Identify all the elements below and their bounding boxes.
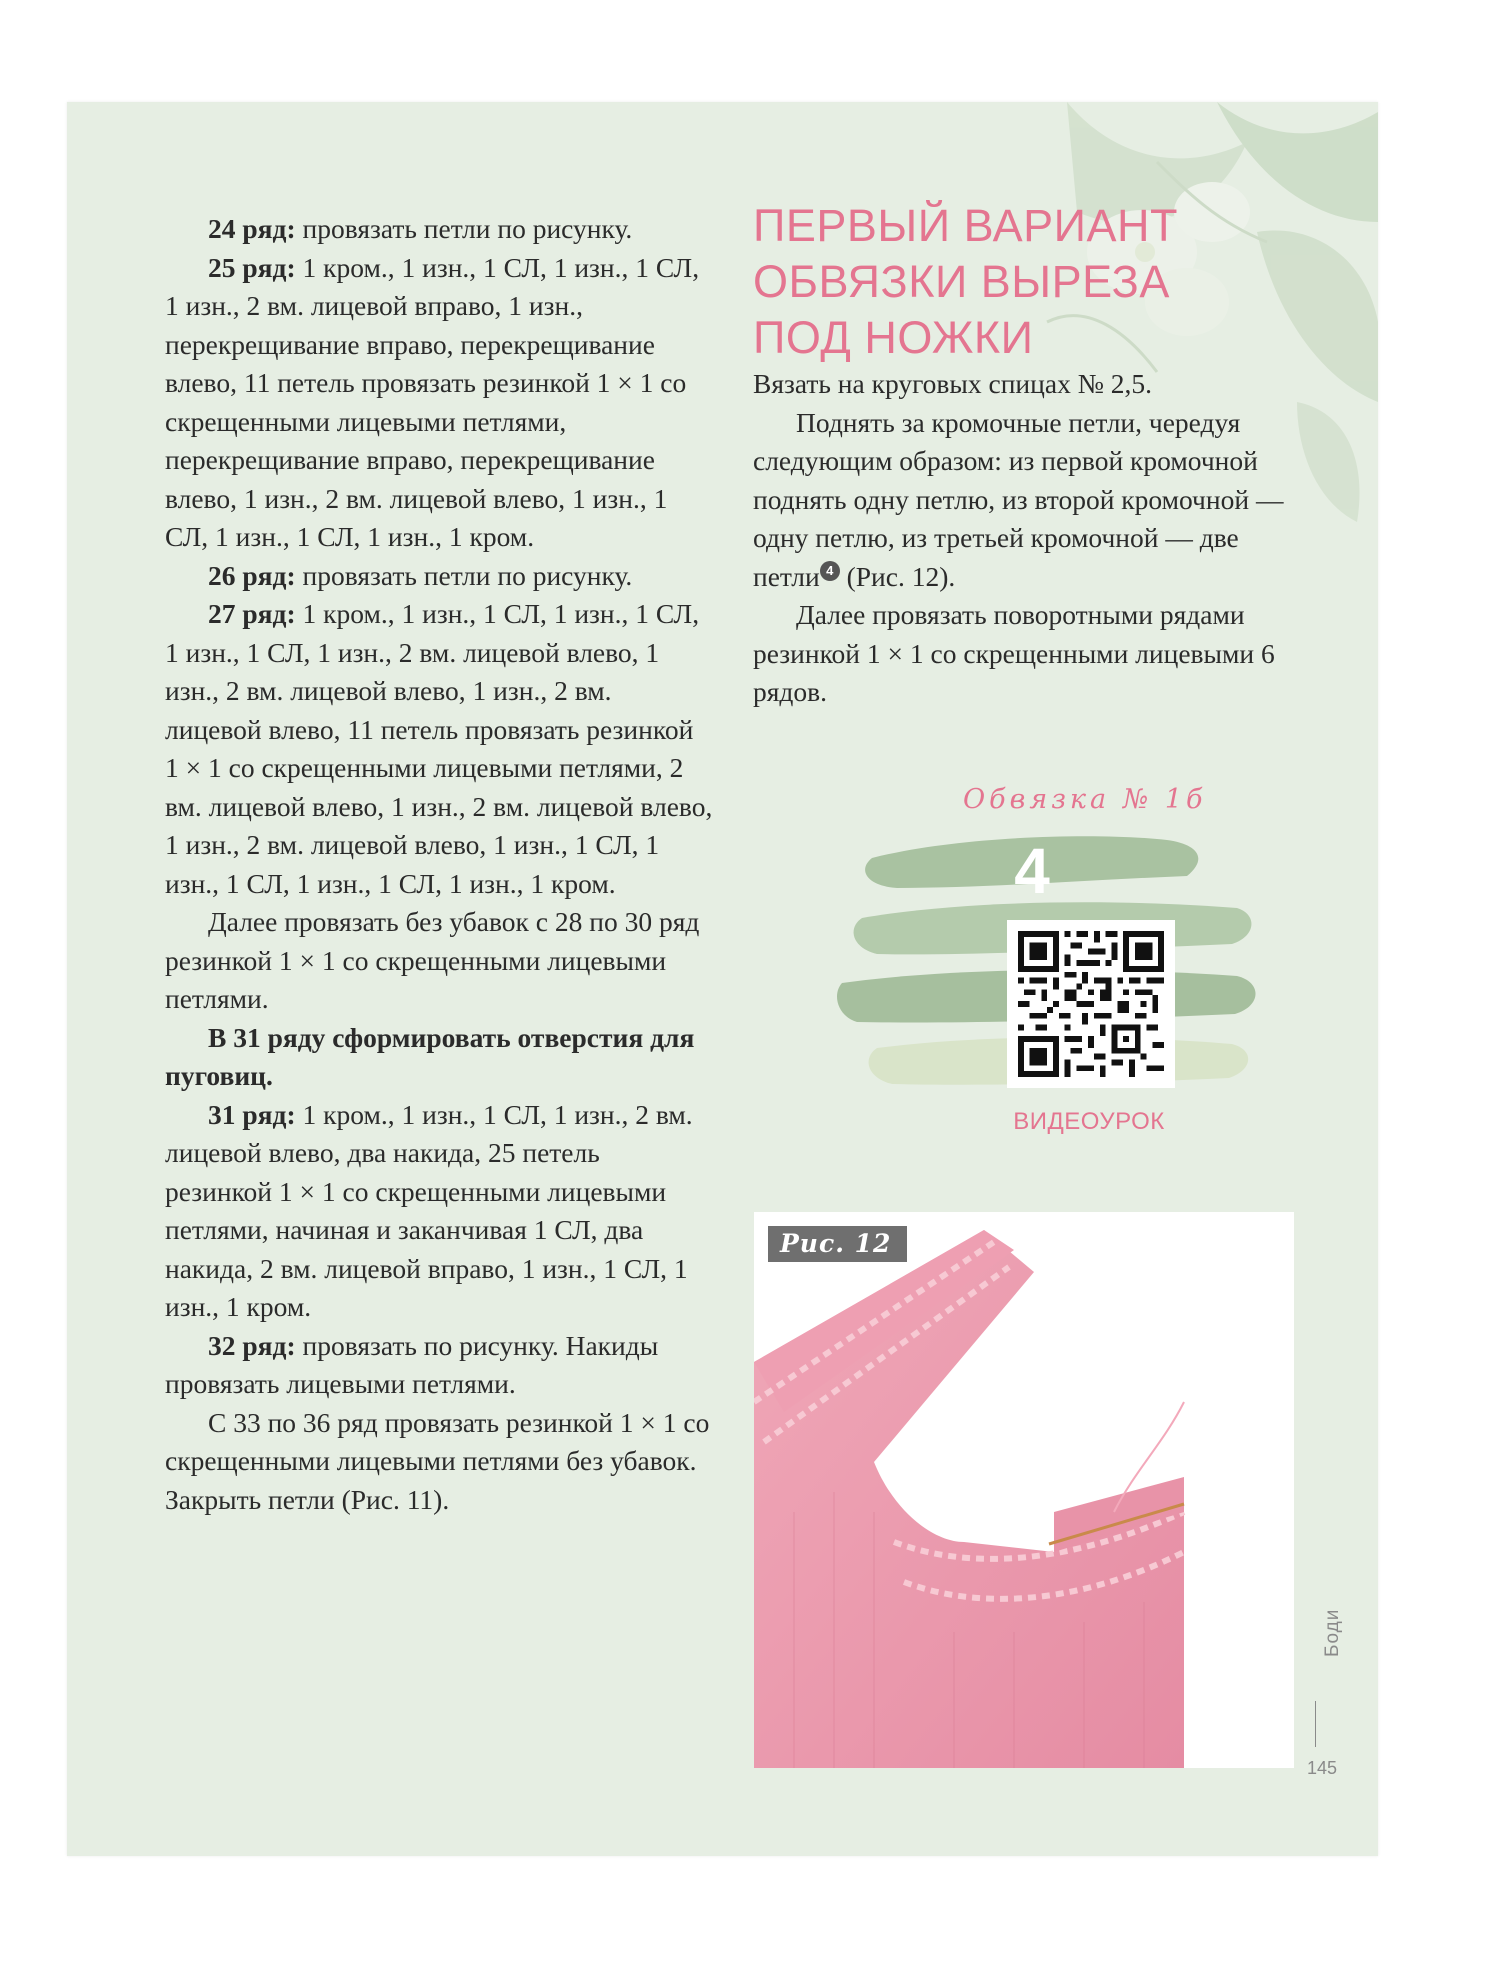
row-27-paragraph: 27 ряд: 1 кром., 1 изн., 1 СЛ, 1 изн., 1 СЛ, 1 изн., 1 СЛ, 1 изн., 2 вм. лицевой влево, 1 изн., 2 вм. лицевой влево, 1 изн., 2 вм. лицевой влево, 11 петель провязать резинкой 1 × 1 со скрещенными лицевыми петлями, 2 вм. лицевой влево, 1 изн., 2 вм. лицевой влево, 1 изн., 2 вм. лицевой влево, 1 изн., 1 СЛ, 1 изн., 1 СЛ, 1 изн., 1 СЛ, 1 изн., 1 кром.: [165, 598, 713, 899]
video-ref-badge: 4: [820, 561, 840, 581]
row-25-paragraph: 25 ряд: 1 кром., 1 изн., 1 СЛ, 1 изн., 1 СЛ, 1 изн., 2 вм. лицевой вправо, 1 изн., перекрещивание вправо, перекрещивание влево, 11 петель провязать резинкой 1 × 1 со скрещенными лицевыми петлями, перекрещивание вправо, перекрещивание влево, 1 изн., 2 вм. лицевой влево, 1 изн., 1 СЛ, 1 изн., 1 СЛ, 1 изн., 1 кром.: [165, 251, 700, 552]
section-heading: [753, 198, 1313, 366]
book-page: [67, 102, 1378, 1856]
qr-code[interactable]: [1007, 920, 1175, 1088]
instructions-right-column: [753, 365, 1293, 712]
buttonholes-heading: В 31 ряду сформировать отверстия для пуговиц.: [165, 1021, 695, 1091]
qr-code-icon: [1018, 931, 1164, 1077]
row-31-paragraph: 31 ряд: 1 кром., 1 изн., 1 СЛ, 1 изн., 2 вм. лицевой влево, два накида, 25 петель резинкой 1 × 1 со скрещенными лицевыми петлями, начиная и заканчивая 1 СЛ, два накида, 2 вм. лицевой вправо, 1 изн., 1 СЛ, 1 изн., 1 кром.: [165, 1098, 693, 1322]
video-lesson-label: ВИДЕОУРОК: [1013, 1108, 1165, 1135]
video-lesson-block[interactable]: [837, 782, 1297, 1282]
instructions-left-column: [165, 210, 713, 1519]
page-number: 145: [1307, 1758, 1338, 1778]
footer-divider: [1315, 1701, 1316, 1747]
heading-line-3: ПОД НОЖКИ: [753, 312, 1034, 363]
pickup-paragraph: Поднять за кромочные петли, чередуя следующим образом: из первой кромочной поднять одну петлю, из второй кромочной — одну петлю, из третьей кромочной — две петли 4 (Рис. 12).: [753, 406, 1284, 592]
needles-paragraph: Вязать на круговых спицах № 2,5.: [753, 368, 1153, 399]
knitting-photo: [754, 1212, 1294, 1768]
row-32-paragraph: 32 ряд: провязать по рисунку. Накиды провязать лицевыми петлями.: [165, 1329, 659, 1399]
heading-line-1: ПЕРВЫЙ ВАРИАНТ: [753, 200, 1178, 251]
rows-33-36-paragraph: С 33 по 36 ряд провязать резинкой 1 × 1 со скрещенными лицевыми петлями без убавок. Закрыть петли (Рис. 11).: [165, 1406, 710, 1515]
rows-28-30-paragraph: Далее провязать без убавок с 28 по 30 ряд резинкой 1 × 1 со скрещенными лицевыми петлями.: [165, 906, 700, 1014]
knitted-garment-image: [754, 1212, 1294, 1768]
figure-label: Рис. 12: [768, 1226, 907, 1262]
video-caption: Обвязка № 1б: [963, 784, 1207, 815]
row-26-paragraph: 26 ряд: провязать петли по рисунку.: [208, 559, 633, 591]
row-24-paragraph: 24 ряд: провязать петли по рисунку.: [208, 213, 633, 244]
video-number: 4: [1014, 835, 1050, 907]
turning-rows-paragraph: Далее провязать поворотными рядами резинкой 1 × 1 со скрещенными лицевыми 6 рядов.: [753, 599, 1275, 707]
section-name: Боди: [1322, 1608, 1343, 1657]
heading-line-2: ОБВЯЗКИ ВЫРЕЗА: [753, 256, 1170, 307]
